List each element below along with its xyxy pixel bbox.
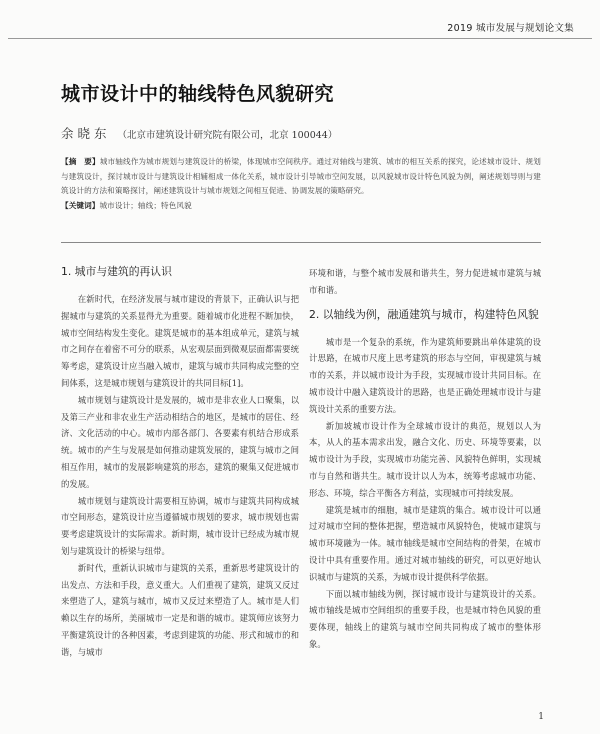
author-name: 余晓东 [61,126,111,141]
abstract-text: 城市轴线作为城市规划与建筑设计的桥梁，体现城市空间秩序。通过对轴线与建筑、城市的相互关系的探究，论述城市设计、规划与建筑设计，探讨城市设计与建筑设计相辅相成一体化关系，城市设计引导城市空间发展，以风貌城市设计特色风貌为例，阐述规划导则与建筑设计的方法和策略探讨，阐述建筑设计与城市规划之间相互促进、协调发展的策略研究。 [61,157,541,196]
article-title: 城市设计中的轴线特色风貌研究 [61,83,335,105]
paragraph: 新时代，重新认识城市与建筑的关系，重新思考建筑设计的出发点、方法和手段，意义重大。人们重视了建筑，建筑又反过来塑造了人，建筑与城市，城市又反过来塑造了人。城市是人们赖以生存的场所，美丽城市一定是和谐的城市。建筑师应该努力平衡建筑设计的各种因素，考虑到建筑的功能、形式和城市的和谐，与城市 [61,562,299,657]
byline [61,124,337,142]
keywords-label: 【关键词】 [61,200,100,210]
paragraph: 在新时代，在经济发展与城市建设的背景下，正确认识与把握城市与建筑的关系显得尤为重要。随着城市化进程不断加快，城市空间结构发生变化。建筑是城市的基本组成单元，建筑与城市之间存在着密不可分的联系，从宏观层面到微观层面都需要统筹考虑，建筑设计应当融入城市，建筑与城市共同构成完整的空间体系，这是城市规划与建筑设计的共同目标[1]。 [61,294,299,388]
abstract-label: 【摘 要】 [61,157,100,166]
right-column [309,265,541,653]
paragraph: 新加坡城市设计作为全球城市设计的典范，规划以人为本，从人的基本需求出发，融合文化、历史、环境等要素，以城市设计为手段，实现城市功能完善、风貌特色鲜明，实现城市与自然和谐共生。城市设计以人为本，统筹考虑城市功能、形态、环境，综合平衡各方利益，实现城市可持续发展。 [309,420,541,498]
header-rule [8,38,592,39]
section-heading-1: 1. 城市与建筑的再认识 [61,265,172,278]
abstract-rule [61,242,541,243]
running-header: 2019 城市发展与规划论文集 [447,23,574,34]
keywords [61,199,541,214]
paragraph: 城市是一个复杂的系统，作为建筑师要跳出单体建筑的设计思路，在城市尺度上思考建筑的形态与空间，审视建筑与城市的关系，并以城市设计为手段，实现城市设计共同目标。在城市设计中融入建筑设计的思路，也是正确处理城市设计与建筑设计关系的重要方法。 [309,336,541,414]
left-column [61,262,299,661]
abstract [61,155,541,199]
abstract-block [61,155,541,213]
author-affiliation: （北京市建筑设计研究院有限公司，北京 100044） [117,130,338,141]
paragraph: 城市规划与建筑设计是发展的，城市是非农业人口聚集，以及第三产业和非农业生产活动相结合的地区，是城市的居住、经济、文化活动的中心。城市内部各部门、各要素有机结合形成系统。城市的产生与发展是如何推动建筑发展的，建筑与城市之间相互作用，城市的发展影响建筑的形态，建筑的聚集又促进城市的发展。 [61,394,299,489]
paragraph-continued: 环境和谐，与整个城市发展和谐共生，努力促进城市建筑与城市和谐。 [309,268,541,295]
keywords-text: 城市设计；轴线；特色风貌 [99,200,192,210]
page-number: 1 [538,712,544,722]
paragraph: 下面以城市轴线为例，探讨城市设计与建筑设计的关系。城市轴线是城市空间组织的重要手段，也是城市特色风貌的重要体现，轴线上的建筑与城市空间共同构成了城市的整体形象。 [309,588,541,649]
paragraph: 建筑是城市的细胞，城市是建筑的集合。城市设计可以通过对城市空间的整体把握，塑造城市风貌特色，使城市建筑与城市环境融为一体。城市轴线是城市空间结构的骨架，在城市设计中具有重要作用。通过对城市轴线的研究，可以更好地认识城市与建筑的关系，为城市设计提供科学依据。 [309,504,541,582]
paragraph: 城市规划与建筑设计需要相互协调，城市与建筑共同构成城市空间形态，建筑设计应当遵循城市规划的要求，城市规划也需要考虑建筑设计的实际需求。新时期，城市设计已经成为城市规划与建筑设计的桥梁与纽带。 [61,495,299,556]
section-heading-2: 2. 以轴线为例，融通建筑与城市，构建特色风貌 [309,307,539,321]
